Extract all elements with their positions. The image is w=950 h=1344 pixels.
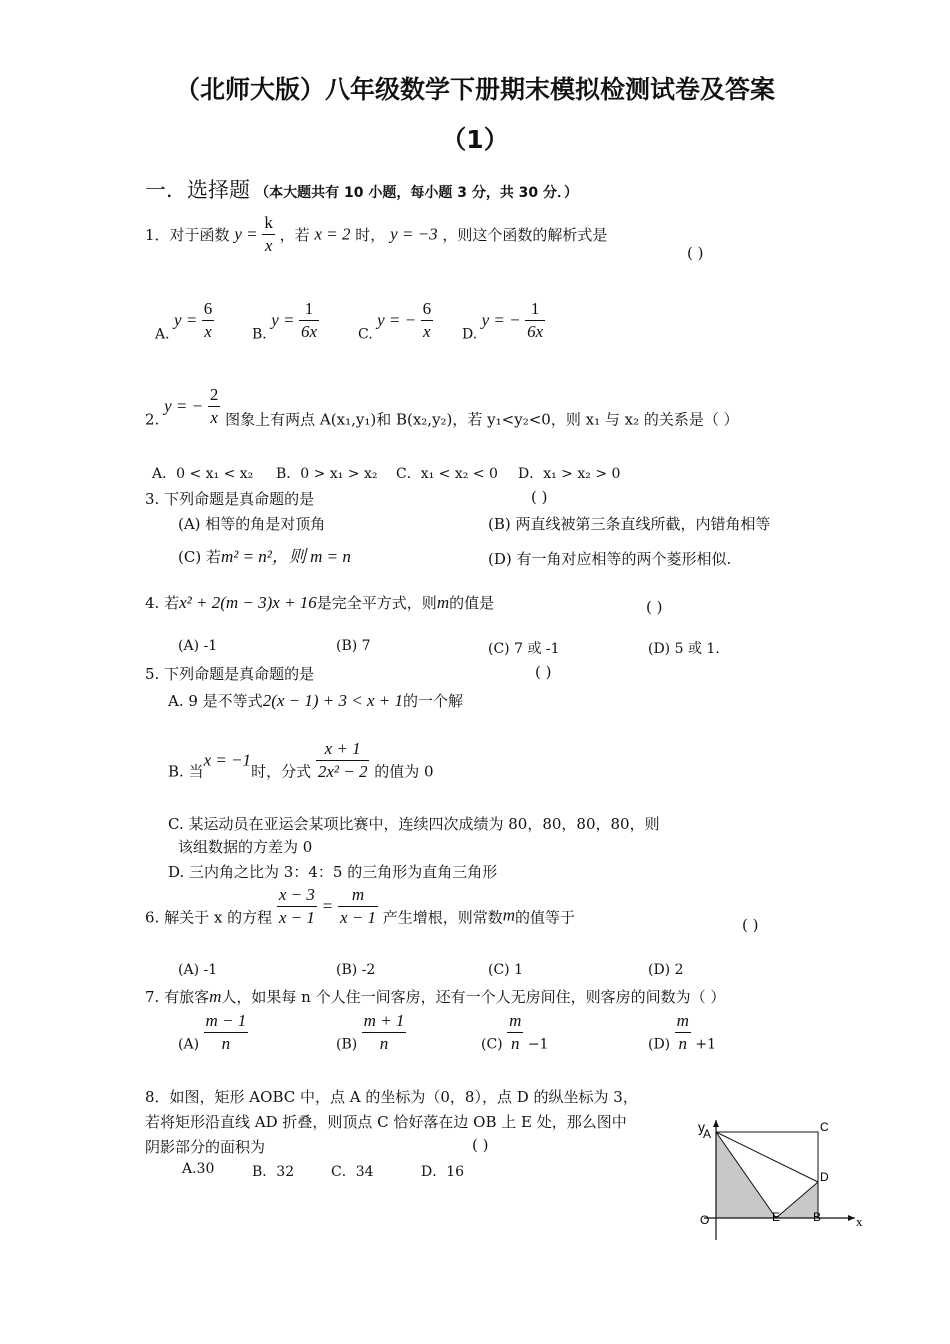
q1-option-d-label: D. [462, 326, 478, 343]
question-6 [145, 884, 575, 929]
q1-cond2: y = −3 [390, 224, 438, 244]
q2-num: 2 [208, 384, 221, 407]
q1-option-c-label: C. [358, 326, 373, 343]
label-y: y [698, 1119, 705, 1135]
q1-option-a-lhs: y = [174, 310, 198, 330]
q1-option-d-lhs: y = − [481, 310, 521, 330]
q6-option-b: (B) -2 [336, 962, 376, 978]
q8-option-d: D．16 [421, 1164, 465, 1180]
q5-option-d: D. 三内角之比为 3：4：5 的三角形为直角三角形 [168, 863, 498, 881]
q1-func-lhs: y = [234, 224, 258, 244]
q1-option-b-den: 6x [300, 322, 317, 341]
q8-line1: 8．如图，矩形 AOBC 中，点 A 的坐标为（0，8），点 D 的纵坐标为 3， [145, 1088, 638, 1106]
q5-b-pre: B. 当 [168, 762, 204, 781]
q2-den: x [210, 408, 218, 427]
q6-rnum: m [338, 884, 378, 907]
q7-c-label: (C) [481, 1036, 503, 1053]
q6-lden: x − 1 [278, 908, 315, 927]
q2-text: 图象上有两点 A(x₁,y₁)和 B(x₂,y₂)，若 y₁<y₂<0，则 x₁ 与 x₂ 的关系是（ ） [225, 410, 739, 429]
q5-b-mid: 时，分式 [251, 762, 312, 781]
x-axis-arrow [848, 1215, 855, 1221]
q4-var: m [436, 593, 450, 612]
page-title: （北师大版）八年级数学下册期末模拟检测试卷及答案 [174, 75, 775, 104]
q3-blank: ( ) [531, 488, 548, 506]
q1-option-a-fraction [202, 298, 215, 343]
q8-option-c: C．34 [331, 1164, 374, 1180]
q1-option-c-den: x [423, 322, 431, 341]
q7-option-d [648, 1010, 716, 1055]
q6-blank: ( ) [742, 916, 759, 934]
q7-pre: 7. 有旅客 [145, 988, 210, 1006]
q4-option-c: (C) 7 或 -1 [488, 641, 560, 657]
q5-option-a [168, 690, 463, 711]
q3-option-d: (D) 有一角对应相等的两个菱形相似. [488, 550, 732, 568]
q6-lnum: x − 3 [277, 884, 317, 907]
section-header [145, 174, 578, 204]
q7-option-c [481, 1010, 548, 1055]
q5-b-math: x = −1 [203, 750, 252, 770]
q7-a-label: (A) [178, 1036, 200, 1053]
q4-post: 的值是 [449, 594, 495, 612]
q6-mid: 产生增根，则常数 [382, 908, 503, 927]
q2-lhs: y = − [164, 396, 204, 416]
q7-option-a [178, 1010, 248, 1055]
q7-option-b [336, 1010, 406, 1055]
q4-blank: ( ) [646, 598, 663, 616]
q1-option-a [155, 298, 214, 343]
q3-option-a: (A) 相等的角是对顶角 [178, 515, 326, 533]
q8-line3: 阴影部分的面积为 [145, 1138, 266, 1156]
label-o: O [700, 1213, 710, 1227]
q5-blank: ( ) [535, 663, 552, 681]
q3-stem: 3. 下列命题是真命题的是 [145, 490, 315, 508]
q6-option-c: (C) 1 [488, 962, 523, 978]
q7-c-den: n [510, 1034, 520, 1053]
q5-option-c-line2: 该组数据的方差为 0 [178, 838, 313, 856]
q7-a-den: n [221, 1034, 231, 1053]
q4-option-d: (D) 5 或 1. [648, 641, 720, 657]
q7-a-fraction [204, 1010, 249, 1055]
question-1 [145, 212, 607, 257]
q1-option-c [358, 298, 433, 343]
q7-a-num: m − 1 [204, 1010, 249, 1033]
q7-d-tail: +1 [695, 1036, 716, 1053]
label-c: C [820, 1120, 829, 1134]
q1-func-num: k [262, 212, 275, 235]
q5-a-pre: A. 9 是不等式 [168, 692, 263, 710]
q8-line2: 若将矩形沿直线 AD 折叠，则顶点 C 恰好落在边 OB 上 E 处，那么图中 [145, 1113, 627, 1131]
q4-pre: 4. 若 [145, 594, 180, 612]
label-x: x [856, 1214, 863, 1229]
q1-option-b-label: B. [252, 326, 267, 343]
q6-option-a: (A) -1 [178, 962, 218, 978]
q1-cond1-post: 时， [355, 226, 386, 244]
q1-option-b-num: 1 [299, 298, 319, 321]
q5-stem: 5. 下列命题是真命题的是 [145, 665, 315, 683]
q7-b-fraction [362, 1010, 407, 1055]
q6-right-fraction [338, 884, 378, 929]
q5-a-math: 2(x − 1) + 3 < x + 1 [262, 691, 403, 710]
q5-b-post: 的值为 0 [374, 762, 434, 781]
section-label: 一．选择题 [145, 178, 250, 202]
q5-option-c-line1: C. 某运动员在亚运会某项比赛中，连续四次成绩为 80，80，80，80，则 [168, 815, 660, 833]
q1-option-c-num: 6 [421, 298, 434, 321]
q7-b-den: n [379, 1034, 389, 1053]
q1-option-c-lhs: y = − [377, 310, 417, 330]
q6-option-d: (D) 2 [648, 962, 684, 978]
q2-option-a: A．0 < x₁ < x₂ [152, 466, 254, 482]
q1-cond1: x = 2 [314, 224, 351, 244]
q1-option-b-lhs: y = [271, 310, 295, 330]
q1-cond1-pre: ，若 [279, 226, 310, 244]
q4-math: x² + 2(m − 3)x + 16 [179, 593, 317, 612]
q1-func-fraction [262, 212, 275, 257]
q2-option-b: B．0 > x₁ > x₂ [276, 466, 378, 482]
q7-var: m [209, 987, 222, 1006]
q1-option-a-label: A. [155, 326, 170, 343]
q1-option-a-num: 6 [202, 298, 215, 321]
q1-prefix: 1．对于函数 [145, 226, 230, 244]
q1-option-d [462, 298, 545, 343]
q7-d-num: m [675, 1010, 691, 1033]
q1-option-d-num: 1 [525, 298, 545, 321]
q7-c-tail: −1 [527, 1036, 549, 1053]
q4-mid: 是完全平方式，则 [316, 594, 437, 612]
question-7 [145, 986, 725, 1007]
q7-d-fraction [675, 1010, 691, 1055]
q1-option-b [252, 298, 319, 343]
q7-b-label: (B) [336, 1036, 358, 1053]
page-subtitle: （1） [441, 125, 509, 154]
q3-option-c-math: m² = n²，则 m = n [220, 547, 351, 566]
q6-left-fraction [277, 884, 317, 929]
q5-option-b [168, 738, 434, 783]
q6-eq: = [321, 896, 334, 916]
q6-post: 的值等于 [515, 908, 576, 927]
q6-rden: x − 1 [339, 908, 376, 927]
q3-option-c [178, 542, 351, 567]
q6-pre: 6. 解关于 x 的方程 [145, 908, 273, 927]
q1-blank: ( ) [687, 244, 704, 262]
q2-option-d: D．x₁ > x₂ > 0 [518, 466, 621, 482]
label-d: D [820, 1170, 829, 1184]
q6-var: m [502, 905, 516, 925]
question-2 [145, 384, 739, 430]
q1-option-b-fraction [299, 298, 319, 343]
q2-prefix: 2. [145, 410, 160, 429]
q1-option-d-fraction [525, 298, 545, 343]
q5-b-fraction [316, 738, 370, 783]
q1-tail: ，则这个函数的解析式是 [442, 226, 608, 244]
label-b: B [813, 1210, 822, 1224]
q1-option-a-den: x [204, 322, 212, 341]
y-axis-arrow [713, 1120, 719, 1127]
q2-fraction [208, 384, 221, 429]
q3-option-c-pre: (C) 若 [178, 548, 221, 566]
question-4 [145, 592, 494, 613]
q7-d-label: (D) [648, 1036, 671, 1053]
q5-a-post: 的一个解 [403, 692, 464, 710]
q7-b-num: m + 1 [362, 1010, 407, 1033]
q4-option-b: (B) 7 [336, 638, 371, 654]
q1-func-den: x [264, 236, 273, 255]
q1-option-d-den: 6x [527, 322, 544, 341]
q7-c-num: m [507, 1010, 523, 1033]
q8-option-a: A.30 [182, 1161, 215, 1177]
q8-figure [690, 1110, 870, 1250]
q3-option-b: (B) 两直线被第三条直线所截，内错角相等 [488, 515, 771, 533]
q8-option-b: B．32 [252, 1164, 295, 1180]
label-a: A [703, 1127, 712, 1141]
label-e: E [772, 1210, 781, 1224]
section-note: （本大题共有 10 小题，每小题 3 分，共 30 分．） [255, 185, 579, 201]
q5-b-den: 2x² − 2 [317, 762, 368, 781]
q7-text: 人，如果每 n 个人住一间客房，还有一个人无房间住，则客房的间数为（ ） [221, 988, 726, 1006]
q8-blank: ( ) [472, 1136, 489, 1154]
q1-option-c-fraction [421, 298, 434, 343]
q4-option-a: (A) -1 [178, 638, 218, 654]
q7-c-fraction [507, 1010, 523, 1055]
q2-option-c: C．x₁ < x₂ < 0 [396, 466, 498, 482]
q5-b-num: x + 1 [316, 738, 370, 761]
q7-d-den: n [678, 1034, 687, 1053]
